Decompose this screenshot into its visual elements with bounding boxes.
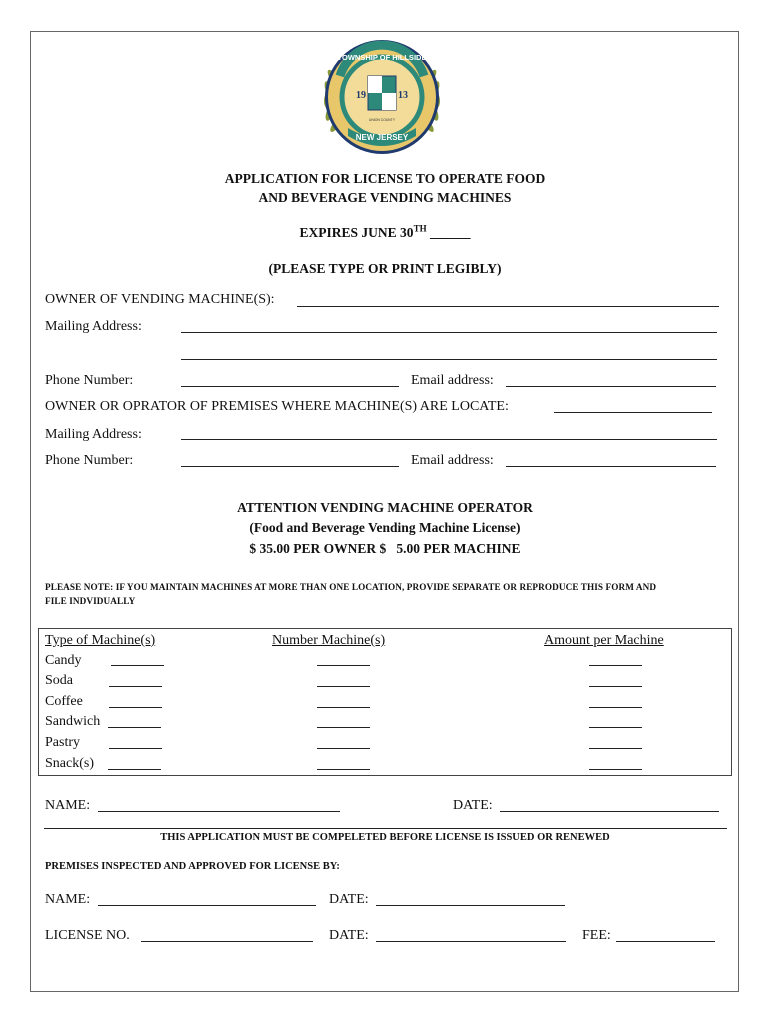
candy-number-field[interactable] [317,665,370,666]
coffee-amount-field[interactable] [589,707,642,708]
snacks-type-blank[interactable] [108,769,161,770]
seal-year-left: 19 [356,90,366,101]
license-type: (Food and Beverage Vending Machine License) [249,520,521,535]
form-title-line-2: AND BEVERAGE VENDING MACHINES [258,190,512,205]
machine-type-coffee: Coffee [45,694,83,709]
owner-phone-label: Phone Number: [45,373,134,388]
machine-type-soda: Soda [45,673,73,688]
pastry-number-field[interactable] [317,748,370,749]
machine-type-snacks: Snack(s) [45,756,94,771]
expires-line [0,225,770,241]
owner-mailing-field-1[interactable] [181,332,717,333]
section-divider [44,828,727,829]
inspector-date-label: DATE: [329,892,369,907]
expires-superscript: TH [413,223,427,234]
applicant-date-label: DATE: [453,798,493,813]
col-header-type: Type of Machine(s) [45,633,156,648]
sandwich-amount-field[interactable] [589,727,642,728]
license-number-label: LICENSE NO. [45,928,130,943]
snacks-amount-field[interactable] [589,769,642,770]
owner-name-field[interactable] [297,306,719,307]
coffee-number-field[interactable] [317,707,370,708]
attention-heading: ATTENTION VENDING MACHINE OPERATOR [237,500,533,515]
completion-notice: THIS APPLICATION MUST BE COMPELETED BEFORE LICENSE IS ISSUED OR RENEWED [160,832,610,843]
machine-table [38,628,732,776]
machine-type-sandwich: Sandwich [45,714,101,729]
owner-phone-field[interactable] [181,386,399,387]
soda-number-field[interactable] [317,686,370,687]
fee-label: FEE: [582,928,611,943]
seal-county-text: UNION COUNTY [368,118,396,122]
inspector-name-label: NAME: [45,892,91,907]
inspector-date-field[interactable] [376,905,565,906]
sandwich-number-field[interactable] [317,727,370,728]
machine-type-candy: Candy [45,653,82,668]
inspector-name-field[interactable] [98,905,316,906]
premises-mailing-label: Mailing Address: [45,427,142,442]
premises-email-label: Email address: [411,453,494,468]
seal-ring-top-text: TOWNSHIP OF HILLSIDE [337,53,427,62]
applicant-name-field[interactable] [98,811,340,812]
premises-phone-label: Phone Number: [45,453,134,468]
col-header-amount: Amount per Machine [544,633,664,648]
owner-mailing-field-2[interactable] [181,359,717,360]
premises-email-field[interactable] [506,466,716,467]
seal-year-right: 13 [398,90,408,101]
col-header-number: Number Machine(s) [272,633,386,648]
license-date-field[interactable] [376,941,566,942]
license-date-label: DATE: [329,928,369,943]
owner-email-label: Email address: [411,373,494,388]
soda-amount-field[interactable] [589,686,642,687]
candy-type-blank[interactable] [111,665,164,666]
machine-type-pastry: Pastry [45,735,80,750]
print-legibly-instruction: (PLEASE TYPE OR PRINT LEGIBLY) [268,261,502,276]
premises-owner-label: OWNER OR OPRATOR OF PREMISES WHERE MACHINE(S) ARE LOCATE: [45,399,509,414]
premises-mailing-field[interactable] [181,439,717,440]
fee-schedule: $ 35.00 PER OWNER $ 5.00 PER MACHINE [249,541,521,556]
snacks-number-field[interactable] [317,769,370,770]
expires-text: EXPIRES JUNE 30 [299,225,414,240]
owner-mailing-label: Mailing Address: [45,319,142,334]
expires-blank: ______ [429,225,471,240]
premises-phone-field[interactable] [181,466,399,467]
candy-amount-field[interactable] [589,665,642,666]
inspection-heading: PREMISES INSPECTED AND APPROVED FOR LICENSE BY: [45,861,340,872]
note-line-1: PLEASE NOTE: IF YOU MAINTAIN MACHINES AT MORE THAN ONE LOCATION, PROVIDE SEPARATE OR REPRODUCE THIS FORM AND [45,582,657,592]
form-title-line-1: APPLICATION FOR LICENSE TO OPERATE FOOD [224,171,546,186]
seal-ring-bottom-text: NEW JERSEY [355,133,409,142]
applicant-date-field[interactable] [500,811,719,812]
owner-email-field[interactable] [506,386,716,387]
fee-field[interactable] [616,941,715,942]
premises-owner-field[interactable] [554,412,712,413]
pastry-type-blank[interactable] [109,748,162,749]
license-number-field[interactable] [141,941,313,942]
owner-label: OWNER OF VENDING MACHINE(S): [45,292,275,307]
applicant-name-label: NAME: [45,798,91,813]
sandwich-type-blank[interactable] [108,727,161,728]
soda-type-blank[interactable] [109,686,162,687]
township-seal-logo [318,36,446,158]
pastry-amount-field[interactable] [589,748,642,749]
coffee-type-blank[interactable] [109,707,162,708]
note-line-2: FILE INDVIDUALLY [45,596,136,606]
